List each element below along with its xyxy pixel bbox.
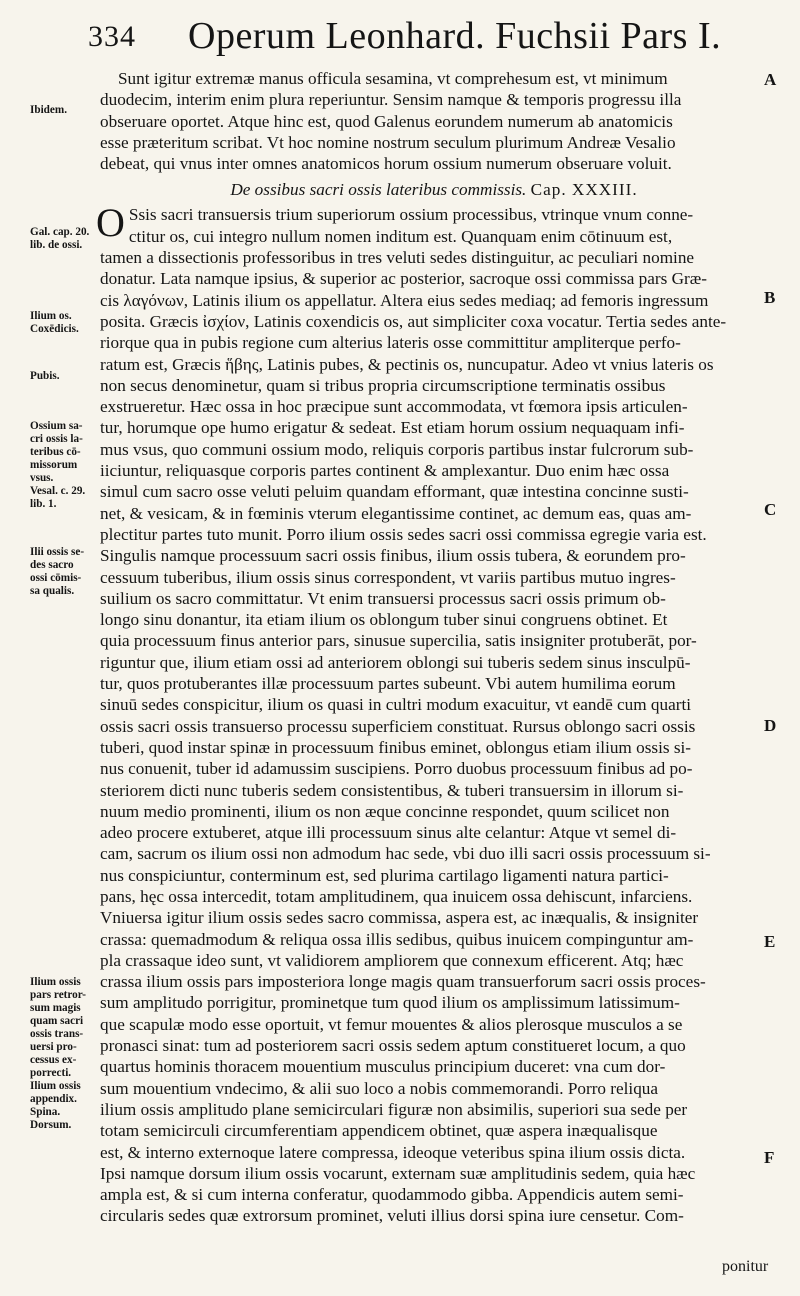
text-line: totam semicirculi circumferentiam appendicem obtinet, quæ aspera inæqualisque — [100, 1121, 658, 1141]
main-text — [96, 68, 768, 1227]
catchword: ponitur — [722, 1258, 769, 1275]
text-line: sum mouentium vndecimo, & alii suo loco a nobis commemorandi. Porro reliqua — [100, 1078, 659, 1098]
text-line: simul cum sacro osse veluti peluim quandam efformant, quæ intestina concinne susti- — [100, 482, 689, 502]
text-line: steriorem dicti nunc tuberis sedem consistentibus, & tuberi transuersim in illorum si- — [100, 780, 684, 800]
text-line: sum amplitudo porrigitur, prominetque tum quod ilium os amplissimum latissimum- — [100, 993, 680, 1013]
section-letter-f: F — [764, 1148, 775, 1167]
text-line: debeat, qui vnus inter omnes anatomicos horum ossium numerum obseruare voluit. — [100, 154, 672, 174]
chapter-number: Cap. XXXIII. — [530, 180, 638, 200]
margin-note-ossium-usus: Ossium sa- cri ossis la- teribus cō- missorum vsus. Vesal. c. 29. lib. 1. — [30, 420, 86, 510]
text-line: Sunt igitur extremæ manus officula sesamina, vt comprehesum est, vt minimum — [118, 69, 668, 88]
text-line: net, & vesicam, & in fœminis vterum elegantissime continet, ac demum eas, quas am- — [100, 503, 692, 523]
text-line: exstrueretur. Hæc ossa in hoc præcipue sunt accommodata, vt fœmora ipsis articulen- — [100, 397, 688, 417]
page-header — [88, 14, 768, 66]
text-line: tur, quos protuberantes illæ processuum partes subeunt. Vbi autem humilima eorum — [100, 674, 676, 694]
text-line: posita. Græcis ἰσχίον, Latinis coxendicis os, aut simpliciter coxa vocatur. Tertia sedes ante- — [100, 311, 727, 331]
text-line: ampla est, & si cum interna conferatur, quodammodo gibba. Appendicis autem semi- — [100, 1185, 684, 1205]
text-line: riguntur que, ilium etiam ossi ad anteriorem oblongi sui tuberis sedem sinus insculpū- — [100, 652, 691, 672]
margin-note-ilium-pars: Ilium ossis pars retror- sum magis quam sacri ossis trans- uersi pro- cessus ex- porrecti. Ilium ossis appendix. Spina. Dorsum. — [30, 976, 87, 1131]
text-line: ilium ossis amplitudo plane semicirculari figuræ non absimilis, superiori sua sede per — [100, 1099, 688, 1119]
section-letter-b: B — [764, 288, 776, 307]
text-line: crassa ilium ossis pars imposteriora longe magis quam transuerforum sacri ossis proces- — [100, 972, 706, 992]
text-line: obseruare oportet. Atque hinc est, quod Galenus eorundem numerum ab anatomicis — [100, 111, 673, 131]
running-title: Operum Leonhard. Fuchsii Pars I. — [188, 15, 722, 57]
text-line: ossis sacri ossis transuerso processu superficiem constituat. Rursus oblongo sacri ossis — [100, 716, 696, 736]
text-line: nus conspiciuntur, conterminum est, sed plurima cartilago ligamenti natura partici- — [100, 865, 669, 885]
text-line: ratum est, Græcis ἥβης, Latinis pubes, & pectinis os, nuncupatur. Adeo vt vnius lateris os — [100, 354, 714, 374]
chapter-body — [96, 200, 768, 1226]
page-number: 334 — [88, 20, 136, 53]
text-line: suilium os sacro committatur. Vt enim transuersi processus sacri ossis primum ob- — [100, 588, 666, 608]
text-line: iiciuntur, reliquasque corporis partes continent & amplexantur. Duo enim hæc ossa — [100, 461, 670, 481]
section-letter-e: E — [764, 932, 776, 951]
text-line: quia processuum finus anterior pars, sinusue supercilia, satis insigniter protuberāt, por- — [100, 631, 697, 651]
text-line: tur, horumque ope humo erigatur & sedeat. Est etiam horum ossium nequaquam infi- — [100, 418, 685, 438]
margin-note-galen-ref: Gal. cap. 20. lib. de ossi. — [30, 226, 90, 251]
margin-note-ibidem: Ibidem. — [30, 104, 67, 116]
chapter-title: De ossibus sacri ossis lateribus commissis. — [230, 180, 527, 200]
text-line: Singulis namque processuum sacri ossis finibus, ilium ossis tubera, & eorundem pro- — [100, 546, 686, 566]
text-line: nus conuenit, tuber id adamussim suscipiens. Porro duobus processuum finibus ad po- — [100, 759, 693, 779]
text-line: cis λαγόνων, Latinis ilium os appellatur. Altera eius sedes mediaq; ad femoris ingressum — [100, 290, 709, 310]
text-line: non secus denominetur, quam si tribus propria circumscriptione terminatis ossibus — [100, 375, 666, 395]
text-line: est, & interno externoque latere compressa, ideoque veteribus spina ilium ossis dicta. — [100, 1142, 686, 1162]
text-line: donatur. Lata namque ipsius, & superior ac posterior, sacroque ossi commissa pars Græ- — [100, 269, 707, 289]
margin-note-pubis: Pubis. — [30, 370, 60, 382]
text-line: tamen a dissectionis professoribus in tres veluti sedes distinguitur, ac peculiari nomine — [100, 248, 695, 268]
text-line: longo sinu donantur, ita etiam ilium os oblongum tuber sinui congruens obtinet. Et — [100, 610, 668, 630]
text-line: sinuū sedes conspicitur, ilium os quasi in cultri modum exacuitur, vt eandē cum quarti — [100, 695, 691, 715]
text-line: duodecim, interim enim plura reperiuntur. Sensim namque & temporis progressu illa — [100, 90, 682, 110]
text-line: Ipsi namque dorsum ilium ossis vocarunt, externam suæ amplitudinis sedem, quia hæc — [100, 1163, 696, 1183]
text-line: esse præteritum scribat. Vt hoc nomine nostrum seculum plurimum Andreæ Vesalio — [100, 132, 676, 152]
margin-note-ilii-sedes: Ilii ossis se- des sacro ossi cōmis- sa qualis. — [30, 546, 85, 597]
text-line: quartus hominis thoracem mouentium musculus principium duceret: vna cum dor- — [100, 1057, 666, 1077]
drop-cap: O — [96, 200, 125, 246]
text-line: adeo procere extuberet, atque illi processuum sinus alte celantur: Atque vt semel di- — [100, 823, 677, 843]
chapter-heading — [100, 174, 768, 204]
text-line: nuum medio prominenti, ilium os non æque concinne respondet, quum scilicet non — [100, 801, 670, 821]
text-line: cessuum tuberibus, ilium ossis sinus correspondent, vt variis partibus mutuo ingres- — [100, 567, 676, 587]
text-line: plectitur partes tuto munit. Porro ilium ossis sedes sacri ossi commissa egregie varia est. — [100, 524, 707, 544]
text-line: Ssis sacri transuersis trium superiorum ossium processibus, vtrinque vnum conne- — [128, 205, 694, 225]
text-line: pans, hęc ossa intercedit, totam amplitudinem, qua inuicem ossa dehiscunt, infarciens. — [100, 886, 693, 906]
section-letter-d: D — [764, 716, 777, 735]
text-line: mus vsus, quo communi ossium modo, reliquis corporis partibus instar fulcrorum sub- — [100, 439, 694, 459]
text-line: que scapulæ modo esse oportuit, vt femur mouentes & alios plerosque musculos a se — [100, 1014, 683, 1034]
text-line: cam, sacrum os ilium ossi non admodum hac sede, vbi duo illi sacri ossis processuum si- — [100, 844, 711, 864]
text-line: tuberi, quod instar spinæ in processuum finibus eminet, oblongus etiam ilium ossis si- — [100, 737, 692, 757]
text-line: riorque qua in pubis regione cum alterius lateris osse committitur ampliterque perfo- — [100, 333, 681, 353]
section-letter-c: C — [764, 500, 777, 519]
text-line: pla crassaque ideo sunt, vt validiorem ampliorem que connexum efficerent. Atq; hæc — [100, 950, 684, 970]
margin-note-ilium: Ilium os. Coxēdicis. — [30, 310, 79, 335]
text-line: ctitur os, cui integro nullum nomen inditum est. Quanquam enim cōtinuum est, — [128, 226, 673, 246]
section-letter-a: A — [764, 70, 777, 89]
text-line: crassa: quemadmodum & reliqua ossa illis sedibus, quibus inuicem compinguntur am- — [100, 929, 694, 949]
text-line: circularis sedes quæ extrorsum prominet, veluti illius dorsi spina iure censetur. Com- — [100, 1206, 684, 1226]
text-line: pronasci sinat: tum ad posteriorem sacri ossis sedem aptum constitueret locum, a quo — [100, 1036, 686, 1056]
text-line: Vniuersa igitur ilium ossis sedes sacro commissa, aspera est, ac inæqualis, & insigniter — [100, 908, 699, 928]
